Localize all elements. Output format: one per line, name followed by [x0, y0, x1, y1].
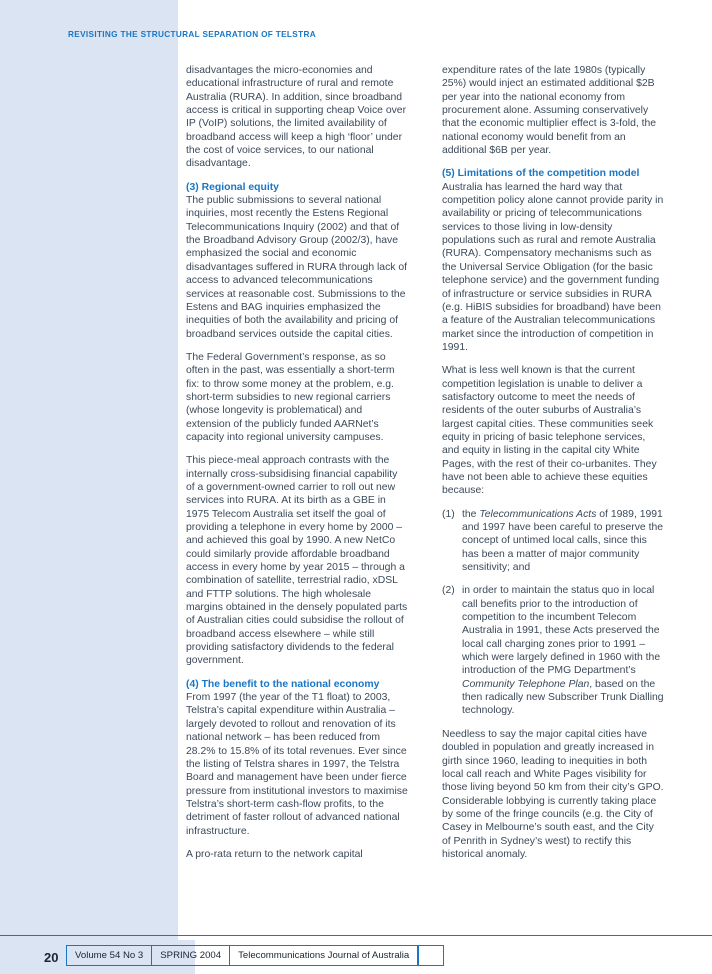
page-number: 20: [44, 950, 59, 965]
numbered-list: [442, 508, 664, 718]
paragraph-competition-2: What is less well known is that the current competition legislation is unable to deliver a satisfactory outcome to meet the needs of residents of the outer suburbs of Australia’s largest capital cities. These communities seek equity in pricing of basic telephone services, and equity in listing in the capital city White Pages, with the rest of their co-urbanites. They have not been able to achieve these equities because:: [442, 365, 657, 497]
body-columns: [186, 64, 664, 934]
paragraph-competition-3: Needless to say the major capital cities have doubled in population and greatly increased in girth since 1960, leading to inequities in both local call reach and White Pages visibility for those living beyond 50 km from their city’s GPO. Considerable lobbying is currently taking place by some of the fringe councils (e.g. the City of Casey in Melbourne’s south east, and the City of Penrith in Sydney’s west) to rectify this historical anomaly.: [442, 728, 664, 860]
list-item-text: [462, 508, 664, 575]
footer-volume: Volume 54 No 3: [67, 946, 152, 965]
list-item-text-before: the: [462, 508, 480, 520]
list-item: [442, 508, 664, 575]
footer-rule: [0, 935, 712, 936]
list-item-text-after: of 1989, 1991 and 1997 have been careful to preserve the concept of untimed local calls, since this has been a matter of major community sensitivity; and: [462, 508, 664, 574]
list-item-text-before: in order to maintain the status quo in local call benefits prior to the introduction of competition to the incumbent Telecom Australia in 1991, these Acts preserved the local call charging zones prior to 1991 – which were largely defined in 1960 with the introduction of the PMG Department’s: [462, 585, 661, 677]
paragraph-regional-equity-1: The public submissions to several national inquiries, most recently the Estens Regional Telecommunications Inquiry (2002) and that of the Broadband Advisory Group (2002/3), have emphasized the social and economic disadvantages suffered in RURA through lack of access to advanced telecommunications services at reasonable cost. Submissions to the Estens and BAG inquiries emphasized the inequities of both the availability and pricing of broadband services outside the capital cities.: [186, 195, 408, 340]
left-column: [186, 64, 408, 934]
paragraph-national-economy-2: A pro-rata return to the network capital: [186, 848, 363, 860]
footer-issue-date: SPRING 2004: [152, 946, 230, 965]
list-item-text-italic: Community Telephone Plan: [462, 678, 590, 690]
paragraph-national-economy-2-continued: expenditure rates of the late 1980s (typically 25%) would inject an estimated additional $2B per year into the national economy from procurement alone. Assuming conservatively that the economic multiplier effect is 3-fold, the national economy would benefit from an additional $6B per year.: [442, 65, 657, 157]
right-column: [442, 64, 664, 934]
heading-national-economy: (4) The benefit to the national economy: [186, 678, 380, 690]
list-item-marker: (1): [442, 508, 455, 520]
page-footer: [0, 934, 712, 974]
paragraph-regional-equity-2: The Federal Government’s response, as so often in the past, was essentially a short-term fix: to throw some money at the problem, e.g. short-term subsidies to new regional carriers (whose longevity is problematical) and extension of the publicly funded AARNet’s capacity into regional university campuses.: [186, 351, 395, 443]
heading-regional-equity: (3) Regional equity: [186, 181, 279, 193]
paragraph-competition-1: Australia has learned the hard way that competition policy alone cannot provide parity in availability or pricing of telecommunications services to those living in low-density populations such as rural and remote Australia (RURA). Compensatory mechanisms such as the Universal Service Obligation (for the basic telephone service) and the government funding of infrastructure or service subsidies in RURA (e.g. HiBIS subsidies for broadband) have been a feature of the Australian telecommunications market since the introduction of competition in 1991.: [442, 181, 664, 353]
heading-competition-model: (5) Limitations of the competition model: [442, 168, 640, 180]
paragraph-national-economy-1: From 1997 (the year of the T1 float) to 2003, Telstra’s capital expenditure within Australia – largely devoted to rollout and renovation of its national network – has been reduced from 28.2% to 15.8% of its total revenues. Ever since the listing of Telstra shares in 1997, the Telstra Board and management have been under fierce pressure from institutional investors to maximise Telstra’s short-term cash-flow profits, to the detriment of faster rollout of advanced national infrastructure.: [186, 692, 408, 837]
running-head: REVISITING THE STRUCTURAL SEPARATION OF TELSTRA: [68, 30, 316, 39]
list-item-text: [462, 584, 664, 717]
footer-end-cell: [418, 946, 443, 965]
footer-metadata-boxes: [66, 945, 444, 966]
list-item-text-after: , based on the then radically new Subscriber Trunk Dialling technology.: [462, 678, 664, 717]
paragraph-regional-equity-3: This piece-meal approach contrasts with the internally cross-subsidising financial capability of a government-owned carrier to roll out new services into RURA. At its birth as a GBE in 1975 Telecom Australia set itself the goal of providing a telephone in every home by 2000 – and achieved this goal by 1990. A new NetCo could similarly provide affordable broadband access in every home by year 2015 – through a combination of satellite, terrestrial radio, xDSL and FTTP solutions. The high wholesale margins obtained in the densely populated parts of Australian cities could subsidise the rollout of broadband access elsewhere – while still providing satisfactory dividends to the federal government.: [186, 455, 408, 667]
footer-journal-title: Telecommunications Journal of Australia: [230, 946, 418, 965]
paragraph-continued: disadvantages the micro-economies and educational infrastructure of rural and remote Australia (RURA). In addition, since broadband access is critical in supporting cheap Voice over IP (VoIP) solutions, the limited availability of broadband access will keep a high ‘floor’ under the cost of voice services, to our national disadvantage.: [186, 65, 407, 170]
list-item: [442, 584, 664, 717]
list-item-text-italic: Telecommunications Acts: [479, 508, 597, 520]
list-item-marker: (2): [442, 585, 455, 597]
